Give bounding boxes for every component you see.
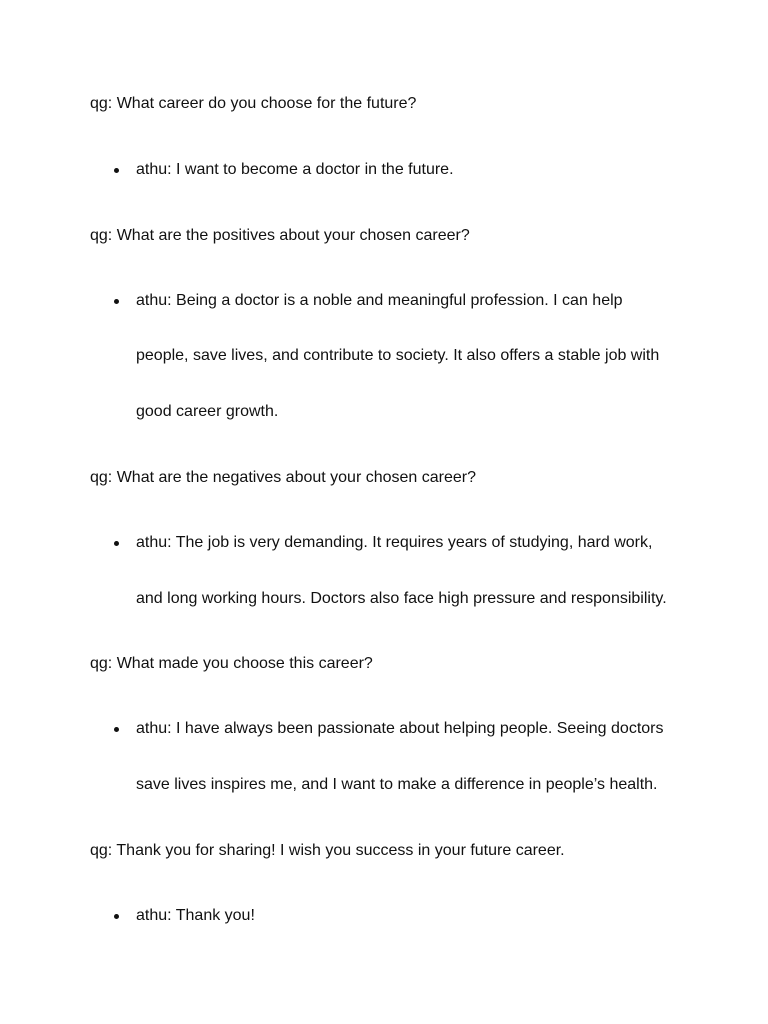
- answer-4-line-2: save lives inspires me, and I want to make a difference in people’s health.: [136, 776, 658, 793]
- question-2: qg: What are the positives about your chosen career?: [90, 227, 470, 244]
- answer-3-line-2: and long working hours. Doctors also face high pressure and responsibility.: [136, 590, 667, 607]
- bullet-dot-icon: [114, 168, 119, 173]
- answer-2-line-2: people, save lives, and contribute to society. It also offers a stable job with: [136, 347, 660, 364]
- question-4: qg: What made you choose this career?: [90, 655, 373, 672]
- answer-2-line-3: good career growth.: [136, 403, 279, 420]
- bullet-dot-icon: [114, 727, 119, 732]
- answer-3-line-1: athu: The job is very demanding. It requires years of studying, hard work,: [136, 534, 653, 551]
- answer-5-line-1: athu: Thank you!: [136, 907, 255, 924]
- question-5: qg: Thank you for sharing! I wish you success in your future career.: [90, 842, 565, 859]
- bullet-dot-icon: [114, 299, 119, 304]
- bullet-dot-icon: [114, 914, 119, 919]
- question-1: qg: What career do you choose for the future?: [90, 95, 417, 112]
- answer-2-line-1: athu: Being a doctor is a noble and meaningful profession. I can help: [136, 292, 623, 309]
- answer-4-line-1: athu: I have always been passionate about helping people. Seeing doctors: [136, 720, 664, 737]
- question-3: qg: What are the negatives about your chosen career?: [90, 469, 477, 486]
- answer-1-line-1: athu: I want to become a doctor in the future.: [136, 161, 454, 178]
- bullet-dot-icon: [114, 541, 119, 546]
